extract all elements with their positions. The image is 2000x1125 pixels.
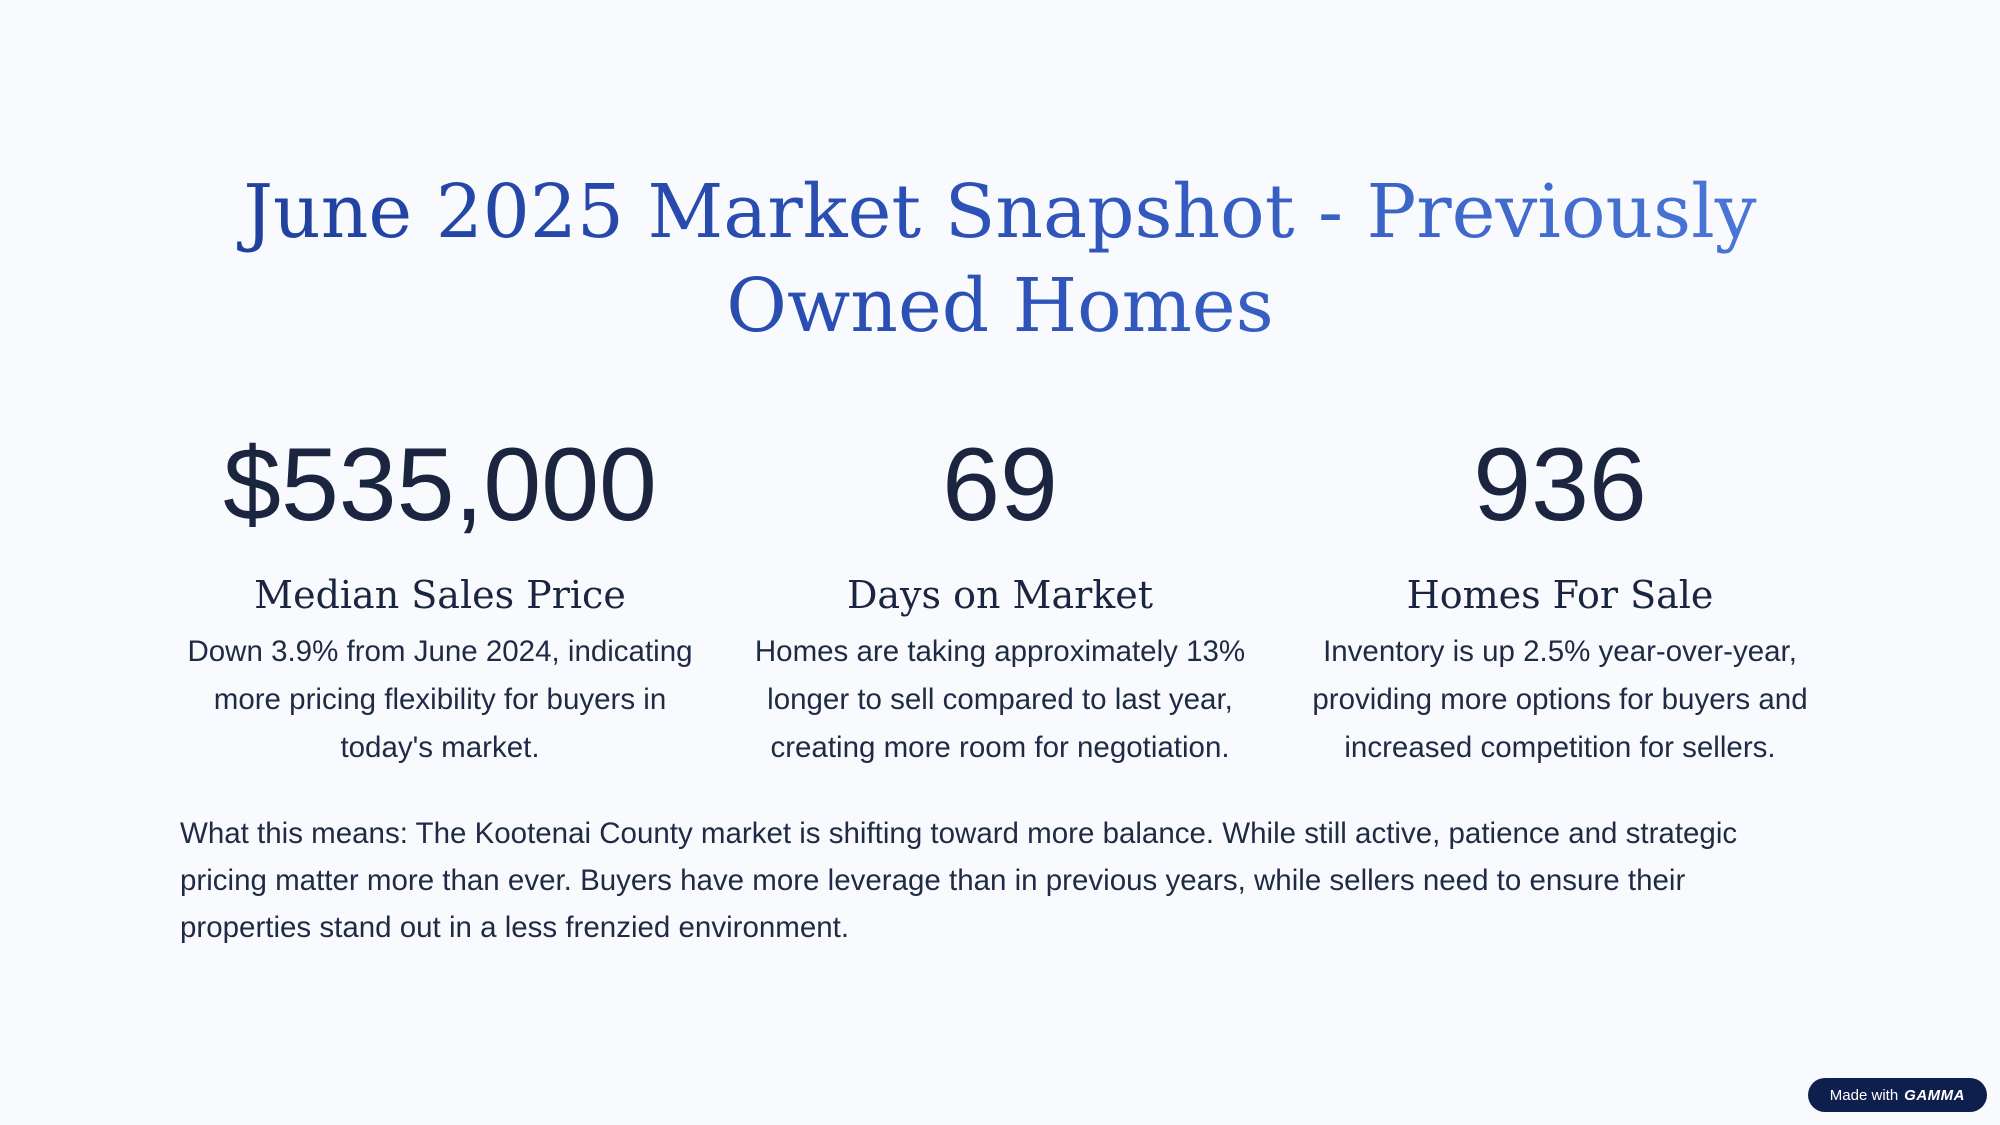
stat-days-on-market	[720, 420, 1280, 772]
made-with-gamma-badge[interactable]	[1808, 1078, 1987, 1112]
stat-value: 936	[1473, 427, 1647, 543]
badge-prefix: Made with	[1829, 1086, 1899, 1104]
stat-homes-for-sale	[1280, 420, 1840, 772]
stat-median-sales-price	[160, 420, 720, 772]
stat-description: Homes are taking approximately 13% longer to sell compared to last year, creating more room for negotiation.	[754, 635, 1246, 764]
stat-description: Down 3.9% from June 2024, indicating more pricing flexibility for buyers in today's market.	[187, 635, 693, 764]
stats-row	[160, 420, 1840, 772]
stat-label: Homes For Sale	[1406, 573, 1714, 617]
stat-description: Inventory is up 2.5% year-over-year, providing more options for buyers and increased competition for sellers.	[1312, 635, 1808, 764]
stat-label: Median Sales Price	[254, 573, 626, 617]
stat-value: $535,000	[223, 427, 657, 543]
summary-paragraph: What this means: The Kootenai County market is shifting toward more balance. While still active, patience and strategic pricing matter more than ever. Buyers have more leverage than in previous years, while sellers need to ensure their properties stand out in a less frenzied environment.	[180, 817, 1738, 944]
slide-title: June 2025 Market Snapshot - Previously Owned Homes	[180, 165, 1820, 353]
gamma-logo: GAMMA	[1904, 1086, 1965, 1104]
stat-label: Days on Market	[846, 573, 1154, 617]
stat-value: 69	[942, 427, 1058, 543]
